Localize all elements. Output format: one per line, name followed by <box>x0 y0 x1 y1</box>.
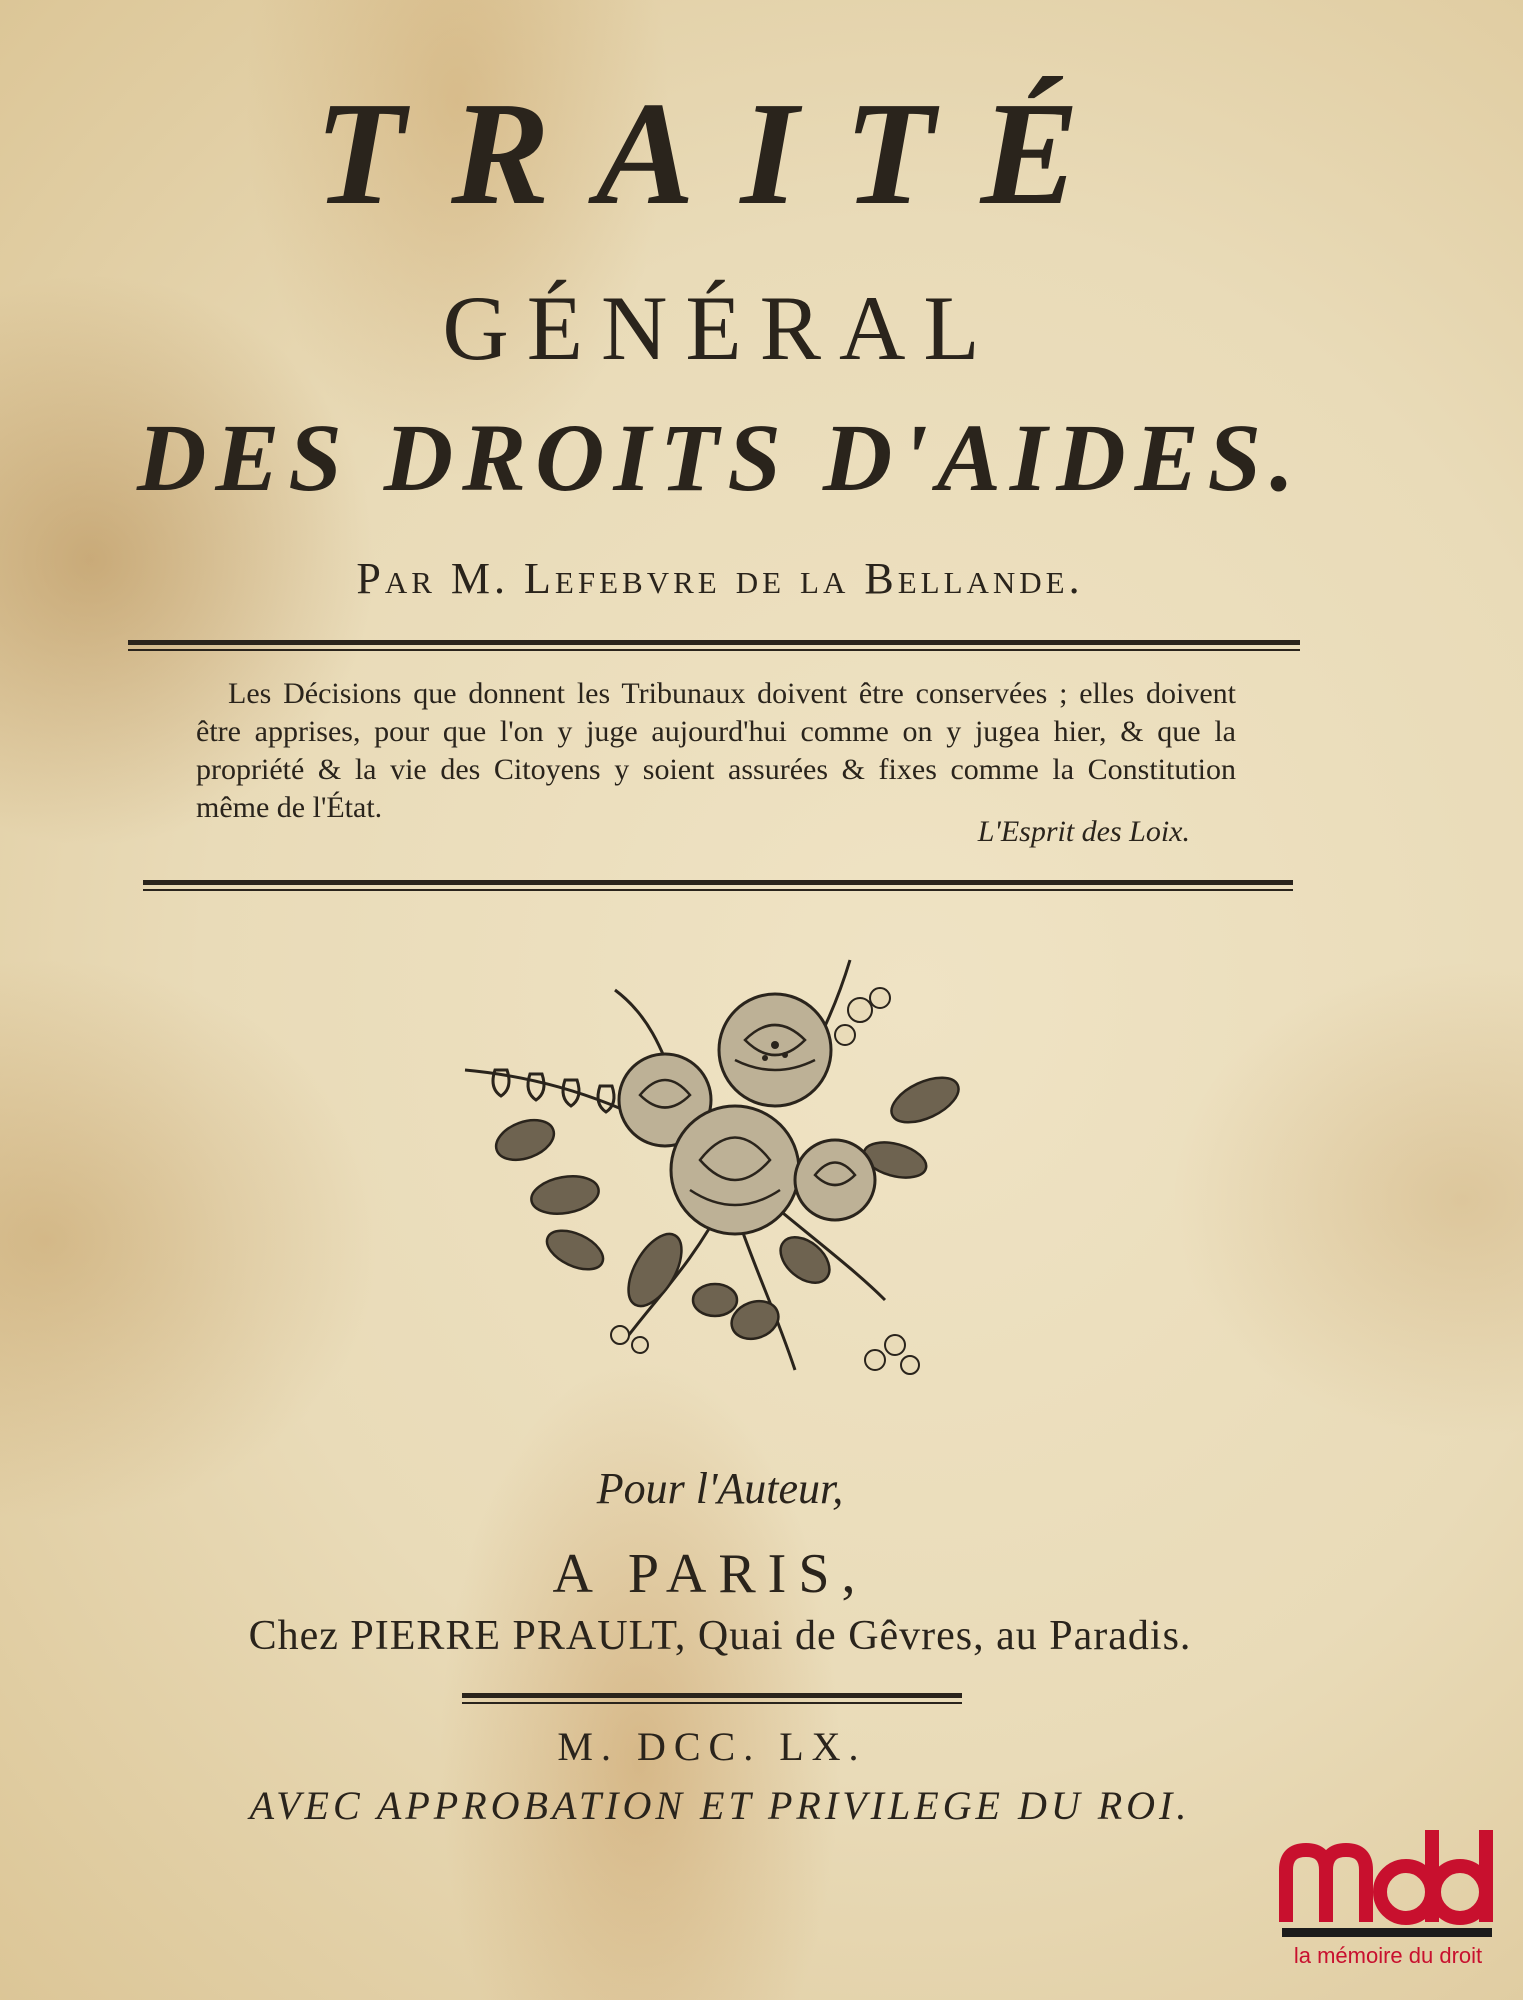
mdd-logo-tagline: la mémoire du droit <box>1293 1943 1483 1968</box>
imprint-publisher: Chez PIERRE PRAULT, Quai de Gêvres, au Paradis. <box>248 1613 1192 1659</box>
double-rule-bottom <box>143 880 1293 891</box>
double-rule-imprint <box>462 1693 962 1704</box>
double-rule-top <box>128 640 1300 651</box>
epigraph-text: Les Décisions que donnent les Tribunaux doivent être conservées ; elles doivent être apprises, pour que l'on y juge aujourd'hui comme on y jugea hier, & que la propriété & la vie des Citoyens y soient assurées & fixes comme la Constitution même de l'État. <box>196 677 1236 824</box>
imprint-privilege: AVEC APPROBATION ET PRIVILEGE DU ROI. <box>249 1783 1191 1828</box>
imprint-year: M. DCC. LX. <box>557 1724 867 1769</box>
title-line-2: GÉNÉRAL <box>442 277 998 379</box>
author-line: Par M. Lefebvre de la Bellande. <box>356 554 1084 603</box>
mdd-logo <box>1270 1816 1510 1992</box>
mdd-logo-mark <box>1278 1816 1498 1926</box>
title-line-1: TRAITÉ <box>314 72 1126 236</box>
mdd-logo-bar <box>1282 1928 1492 1937</box>
imprint-city: A PARIS, <box>552 1543 868 1605</box>
epigraph-source: L'Esprit des Loix. <box>977 815 1190 848</box>
imprint-pour-line: Pour l'Auteur, <box>596 1464 844 1513</box>
floral-bouquet-icon <box>455 940 995 1400</box>
title-line-3: DES DROITS D'AIDES. <box>137 404 1303 511</box>
